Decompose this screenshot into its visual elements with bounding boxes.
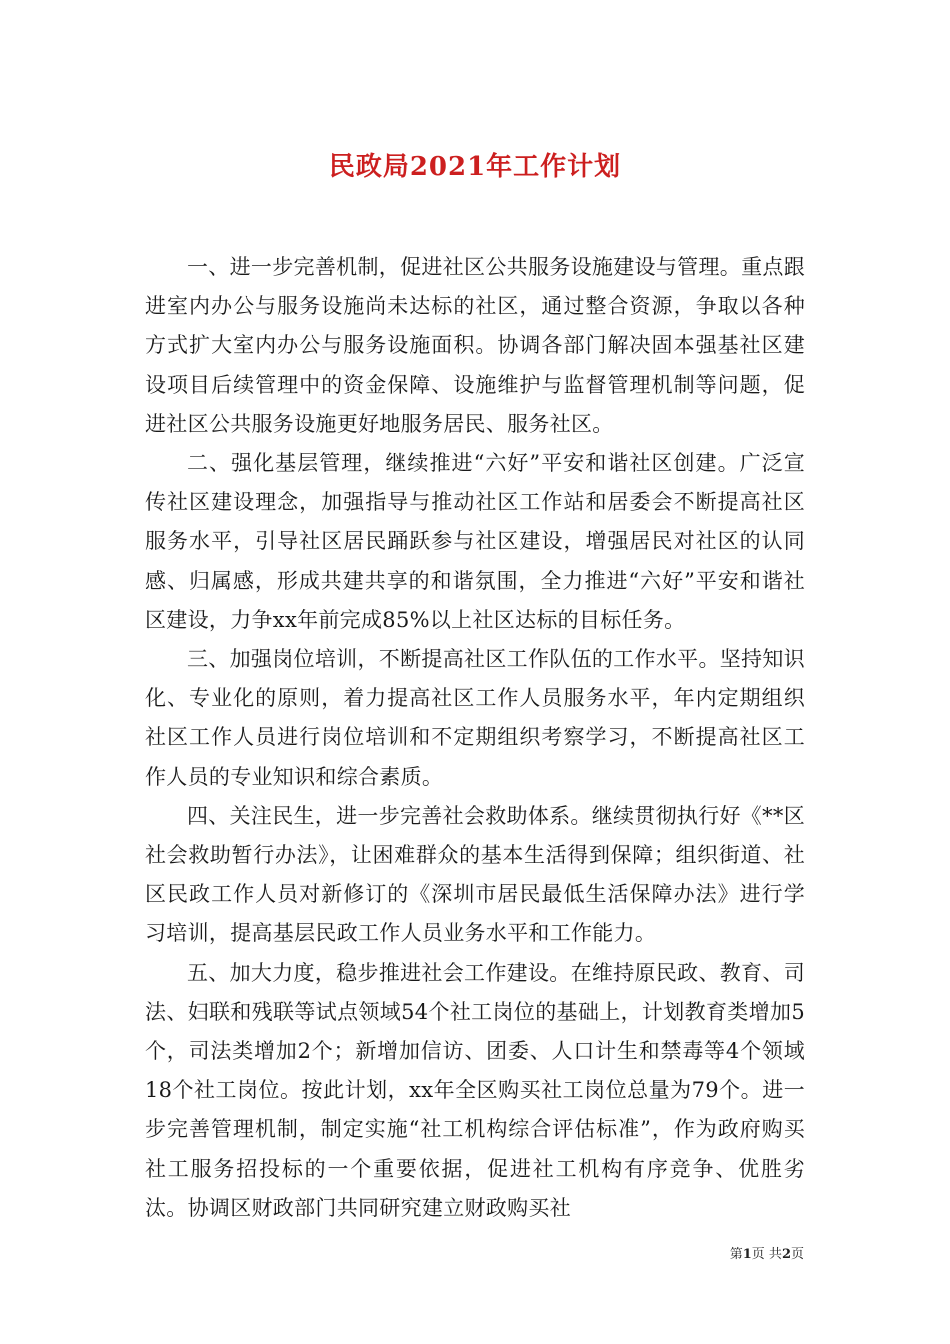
document-body — [145, 248, 805, 1228]
paragraph-1: 一、进一步完善机制，促进社区公共服务设施建设与管理。重点跟进室内办公与服务设施尚未达标的社区，通过整合资源，争取以各种方式扩大室内办公与服务设施面积。协调各部门解决固本强基社区建设项目后续管理中的资金保障、设施维护与监督管理机制等问题，促进社区公共服务设施更好地服务居民、服务社区。 — [145, 255, 805, 436]
paragraph-2: 二、强化基层管理，继续推进“六好”平安和谐社区创建。广泛宣传社区建设理念，加强指导与推动社区工作站和居委会不断提高社区服务水平，引导社区居民踊跃参与社区建设，增强居民对社区的认同感、归属感，形成共建共享的和谐氛围，全力推进“六好”平安和谐社区建设，力争xx年前完成85%以上社区达标的目标任务。 — [145, 451, 805, 632]
document-title: 民政局2021年工作计划 — [328, 152, 622, 183]
footer-prefix: 第 — [729, 1247, 743, 1262]
current-page-number: 1 — [742, 1247, 752, 1262]
paragraph-3: 三、加强岗位培训，不断提高社区工作队伍的工作水平。坚持知识化、专业化的原则，着力提高社区工作人员服务水平，年内定期组织社区工作人员进行岗位培训和不定期组织考察学习，不断提高社区工作人员的专业知识和综合素质。 — [145, 647, 805, 789]
footer-suffix: 页 — [790, 1247, 804, 1262]
total-page-number: 2 — [781, 1247, 791, 1262]
page-number-footer — [730, 1246, 804, 1264]
paragraph-4: 四、关注民生，进一步完善社会救助体系。继续贯彻执行好《**区社会救助暂行办法》，让困难群众的基本生活得到保障；组织街道、社区民政工作人员对新修订的《深圳市居民最低生活保障办法》进行学习培训，提高基层民政工作人员业务水平和工作能力。 — [145, 803, 805, 946]
paragraph-5: 五、加大力度，稳步推进社会工作建设。在维持原民政、教育、司法、妇联和残联等试点领域54个社工岗位的基础上，计划教育类增加5个，司法类增加2个；新增加信访、团委、人口计生和禁毒等4个领域18个社工岗位。按此计划，xx年全区购买社工岗位总量为79个。进一步完善管理机制，制定实施“社工机构综合评估标准”，作为政府购买社工服务招投标的一个重要依据，促进社工机构有序竞争、优胜劣汰。协调区财政部门共同研究建立财政购买社 — [145, 960, 805, 1220]
footer-middle: 页 共 — [751, 1247, 782, 1262]
